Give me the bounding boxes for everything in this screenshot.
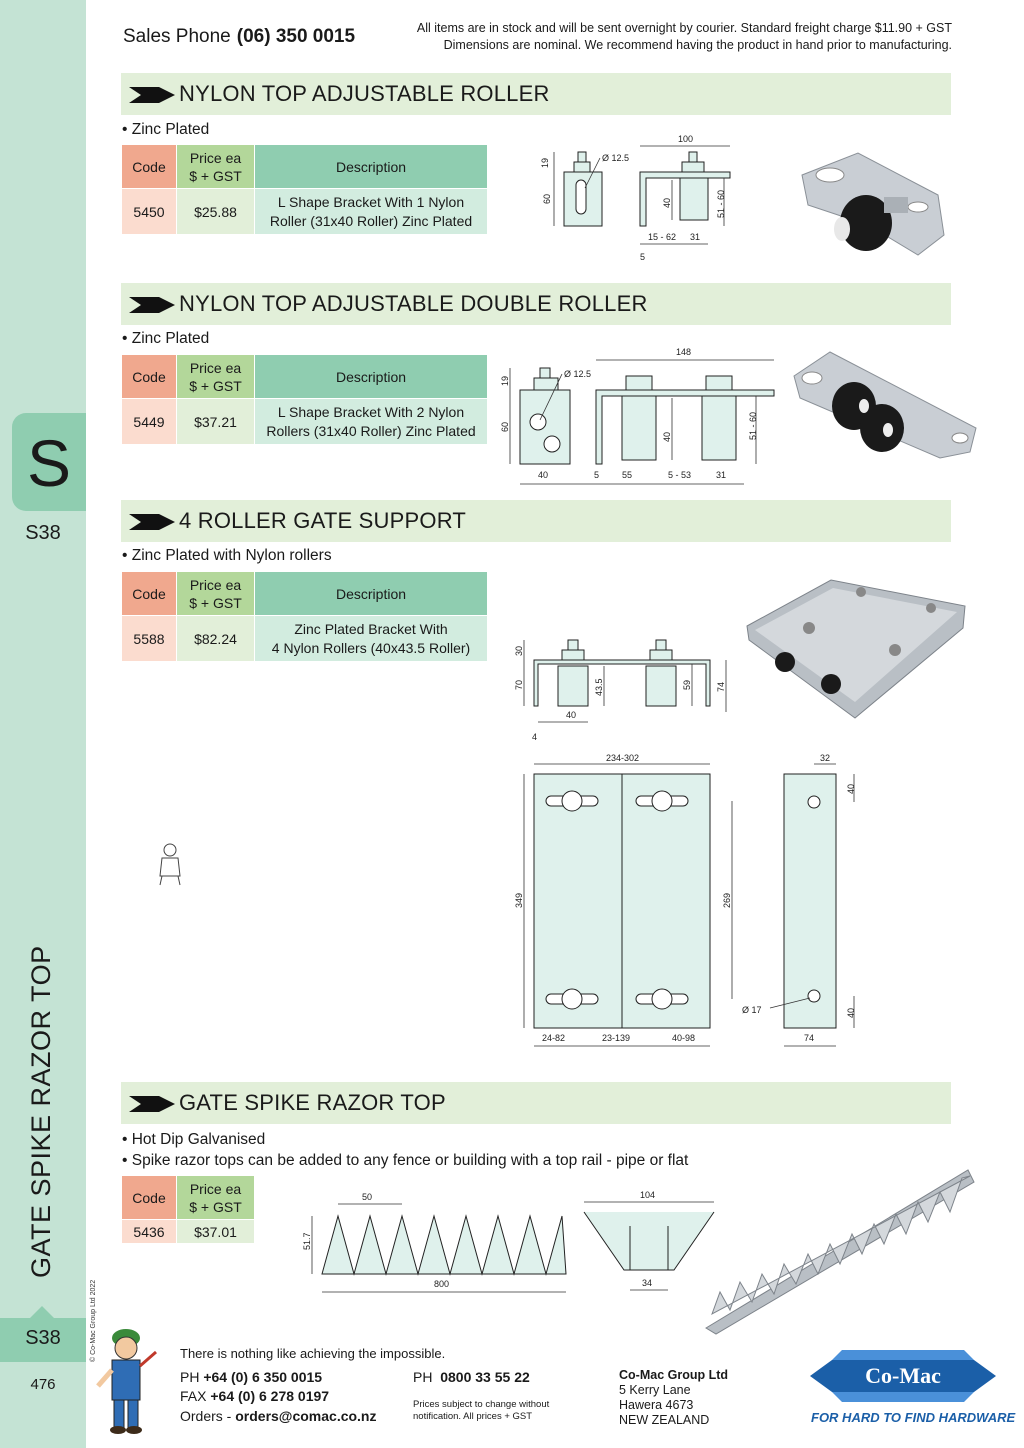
- roller-shape: [680, 178, 708, 220]
- table-row: [122, 189, 488, 235]
- footer-freephone: [413, 1369, 530, 1385]
- section-banner-spike: [121, 1082, 951, 1124]
- price-header-line2: $ + GST: [189, 167, 242, 184]
- vertical-page-title: GATE SPIKE RAZOR TOP: [26, 945, 56, 1278]
- dim-label: 30: [514, 645, 524, 656]
- shipping-notice: [417, 20, 952, 54]
- dim-label: 19: [540, 157, 550, 168]
- roller-shape: [702, 396, 736, 460]
- price-header-line2: $ + GST: [189, 1198, 242, 1215]
- section-title: NYLON TOP ADJUSTABLE DOUBLE ROLLER: [179, 291, 648, 316]
- dim-label: 51.7: [302, 1232, 312, 1250]
- orders-email-link[interactable]: orders@comac.co.nz: [235, 1408, 377, 1424]
- dim-label: 269: [722, 892, 732, 908]
- bolt-shape: [578, 152, 586, 162]
- dim-label: Ø 12.5: [564, 369, 592, 379]
- dim-label: 74: [804, 1033, 815, 1043]
- dim-label: 15 - 62: [648, 232, 677, 242]
- profile-shape: [584, 1212, 714, 1270]
- code-header: Code: [122, 1176, 177, 1220]
- dim-label: 24-82: [542, 1033, 566, 1043]
- dim-label: 60: [500, 421, 510, 432]
- spike-product-photo: [700, 1142, 980, 1334]
- dim-label: 40: [566, 710, 577, 720]
- arrow-icon: [129, 87, 175, 103]
- dim-label: 32: [820, 753, 831, 763]
- phone-label: PH: [180, 1369, 200, 1385]
- dim-label: 31: [716, 470, 727, 480]
- dim-label: 800: [434, 1279, 450, 1289]
- dim-label: 349: [514, 892, 524, 908]
- fax-value: +64 (0) 6 278 0197: [210, 1388, 330, 1404]
- dim-label: Ø 17: [742, 1005, 762, 1015]
- double-roller-product-photo: [790, 348, 980, 458]
- section-title: NYLON TOP ADJUSTABLE ROLLER: [179, 81, 550, 106]
- product-price: $25.88: [177, 189, 255, 235]
- dim-label: 40-98: [672, 1033, 696, 1043]
- small-mascot-icon: [156, 842, 186, 886]
- address-line3: NEW ZEALAND: [619, 1413, 710, 1427]
- dim-label: 51 - 60: [716, 189, 726, 218]
- prices-note-line2: notification. All prices + GST: [413, 1411, 533, 1422]
- address-line1: 5 Kerry Lane: [619, 1383, 691, 1397]
- table-row: [122, 1220, 255, 1244]
- price-header: [177, 572, 255, 616]
- description-line2: Rollers (31x40 Roller) Zinc Plated: [266, 422, 476, 439]
- nut-shape: [626, 376, 652, 390]
- feature-bullet: • Zinc Plated with Nylon rollers: [122, 547, 332, 564]
- dim-label: 43.5: [594, 678, 604, 696]
- nut-shape: [562, 650, 584, 660]
- price-header-line1: Price ea: [189, 149, 242, 166]
- footer-phone: [180, 1369, 322, 1385]
- double-roller-technical-drawing: [494, 340, 784, 490]
- section-code: S38: [25, 522, 61, 544]
- phone-value: +64 (0) 6 350 0015: [203, 1369, 323, 1385]
- section-banner-4-roller: [121, 500, 951, 542]
- nut-shape: [650, 650, 672, 660]
- dim-label: 23-139: [602, 1033, 631, 1043]
- product-table-5436: [121, 1175, 255, 1244]
- price-header: [177, 145, 255, 189]
- copyright-notice: © Co-Mac Group Ltd 2022: [90, 1279, 97, 1362]
- product-description: [255, 189, 488, 235]
- code-header: Code: [122, 355, 177, 399]
- price-header: [177, 355, 255, 399]
- bottom-section-code: S38: [25, 1327, 61, 1349]
- product-price: $37.01: [177, 1220, 255, 1244]
- section-tab-letter: S: [26, 426, 72, 500]
- 4-roller-product-photo: [745, 572, 967, 720]
- dim-label: 148: [676, 347, 692, 357]
- product-table-5450: [121, 144, 488, 235]
- product-price: $37.21: [177, 399, 255, 445]
- feature-bullet: • Zinc Plated: [122, 330, 210, 347]
- notice-line-2: Dimensions are nominal. We recommend having the product in hand prior to manufacturing.: [443, 38, 952, 52]
- code-header: Code: [122, 145, 177, 189]
- spike-profile-drawing: [580, 1186, 720, 1296]
- price-header-line2: $ + GST: [189, 377, 242, 394]
- bottom-section-tab: [0, 1318, 86, 1362]
- nut-shape: [574, 162, 590, 172]
- hole-shape: [808, 796, 820, 808]
- dim-label: 74: [716, 681, 726, 692]
- product-table-5449: [121, 354, 488, 445]
- dim-label: 55: [622, 470, 633, 480]
- company-address: [619, 1368, 728, 1428]
- page-number: 476: [30, 1376, 56, 1393]
- footer-fax: [180, 1388, 329, 1404]
- dim-label: 234-302: [606, 753, 640, 763]
- mascot-illustration: [94, 1326, 160, 1434]
- section-title: GATE SPIKE RAZOR TOP: [179, 1090, 446, 1115]
- description-header: Description: [255, 355, 488, 399]
- price-header-line1: Price ea: [189, 359, 242, 376]
- arrow-icon: [129, 1096, 175, 1112]
- description-line2: 4 Nylon Rollers (40x43.5 Roller): [271, 639, 471, 656]
- product-price: $82.24: [177, 616, 255, 662]
- product-description: [255, 616, 488, 662]
- product-table-5588: [121, 571, 488, 662]
- nut-shape: [682, 162, 704, 172]
- dim-label: 40: [846, 783, 856, 794]
- dim-label: Ø 12.5: [602, 153, 630, 163]
- description-header: Description: [255, 145, 488, 189]
- spike-strip-shape: [322, 1216, 566, 1274]
- roller-product-photo: [798, 145, 948, 255]
- description-line1: L Shape Bracket With 1 Nylon: [277, 193, 465, 210]
- description-line2: Roller (31x40 Roller) Zinc Plated: [269, 212, 473, 229]
- dim-label: 59: [682, 679, 692, 690]
- bolt-shape: [656, 640, 666, 650]
- price-header-line1: Price ea: [189, 576, 242, 593]
- prices-note-line1: Prices subject to change without: [413, 1399, 550, 1410]
- slot-shape: [576, 180, 586, 214]
- product-code: 5588: [122, 616, 177, 662]
- product-description: [255, 399, 488, 445]
- dim-label: 5 - 53: [668, 470, 692, 480]
- feature-bullet: • Spike razor tops can be added to any fence or building with a top rail - pipe or flat: [122, 1152, 689, 1169]
- description-line1: Zinc Plated Bracket With: [294, 620, 448, 637]
- dim-label: 31: [690, 232, 701, 242]
- fax-label: FAX: [180, 1388, 207, 1404]
- price-header-line1: Price ea: [189, 1180, 242, 1197]
- section-tab[interactable]: [12, 413, 86, 511]
- footer-orders: [180, 1408, 377, 1424]
- dim-label: 70: [514, 679, 524, 690]
- dim-label: 100: [678, 134, 694, 144]
- address-line2: Hawera 4673: [619, 1398, 694, 1412]
- feature-bullet: • Zinc Plated: [122, 121, 210, 138]
- company-name: Co-Mac Group Ltd: [619, 1368, 729, 1382]
- dim-label: 34: [642, 1278, 653, 1288]
- hole-shape: [530, 414, 546, 430]
- bolt-shape: [568, 640, 578, 650]
- description-header: Description: [255, 572, 488, 616]
- arrow-icon: [129, 297, 175, 313]
- dim-label: 4: [532, 732, 538, 742]
- description-line1: L Shape Bracket With 2 Nylon: [277, 403, 465, 420]
- feature-bullet: • Hot Dip Galvanised: [122, 1131, 266, 1148]
- dim-label: 104: [640, 1190, 656, 1200]
- sales-phone-number: (06) 350 0015: [236, 26, 356, 47]
- bolt-shape: [689, 152, 697, 162]
- 4-roller-plan-drawing: [510, 750, 890, 1050]
- section-banner-nylon-roller: [121, 73, 951, 115]
- roller-shape: [558, 666, 588, 706]
- product-code: 5450: [122, 189, 177, 235]
- 4-roller-side-drawing: [510, 636, 740, 746]
- table-row: [122, 616, 488, 662]
- sales-phone-label: Sales Phone: [123, 26, 231, 47]
- hole-shape: [544, 436, 560, 452]
- price-header-line2: $ + GST: [189, 594, 242, 611]
- roller-shape: [646, 666, 676, 706]
- roller-shape: [622, 396, 656, 460]
- dim-label: 5: [594, 470, 600, 480]
- section-title: 4 ROLLER GATE SUPPORT: [179, 508, 467, 533]
- prices-note: [413, 1399, 549, 1423]
- dim-label: 5: [640, 252, 646, 262]
- spike-technical-drawing: [296, 1186, 576, 1296]
- sales-phone: [123, 26, 355, 48]
- price-header: [177, 1176, 255, 1220]
- logo-tagline: FOR HARD TO FIND HARDWARE: [811, 1410, 1016, 1425]
- table-row: [122, 399, 488, 445]
- nut-shape: [706, 376, 732, 390]
- nut-shape: [534, 378, 558, 390]
- code-header: Code: [122, 572, 177, 616]
- side-plate-shape: [520, 390, 570, 464]
- dim-label: 50: [362, 1192, 373, 1202]
- bolt-shape: [540, 368, 550, 378]
- notice-line-1: All items are in stock and will be sent overnight by courier. Standard freight charge $11.90 + GST: [416, 21, 952, 35]
- dim-label: 40: [846, 1007, 856, 1018]
- orders-label: Orders -: [180, 1408, 232, 1424]
- roller-technical-drawing: [530, 128, 740, 268]
- dim-label: 60: [542, 193, 552, 204]
- side-plate-shape: [784, 774, 836, 1028]
- dim-label: 19: [500, 375, 510, 386]
- section-banner-double-roller: [121, 283, 951, 325]
- dim-label: 40: [662, 197, 672, 208]
- hole-shape: [808, 990, 820, 1002]
- dim-label: 40: [662, 431, 672, 442]
- product-code: 5436: [122, 1220, 177, 1244]
- logo-text: Co-Mac: [865, 1363, 941, 1388]
- arrow-icon: [129, 514, 175, 530]
- freephone-label: PH: [413, 1369, 433, 1385]
- footer-tagline: There is nothing like achieving the impossible.: [180, 1346, 446, 1361]
- freephone-value: 0800 33 55 22: [440, 1369, 530, 1385]
- dim-label: 40: [538, 470, 549, 480]
- product-code: 5449: [122, 399, 177, 445]
- dim-label: 51 - 60: [748, 411, 758, 440]
